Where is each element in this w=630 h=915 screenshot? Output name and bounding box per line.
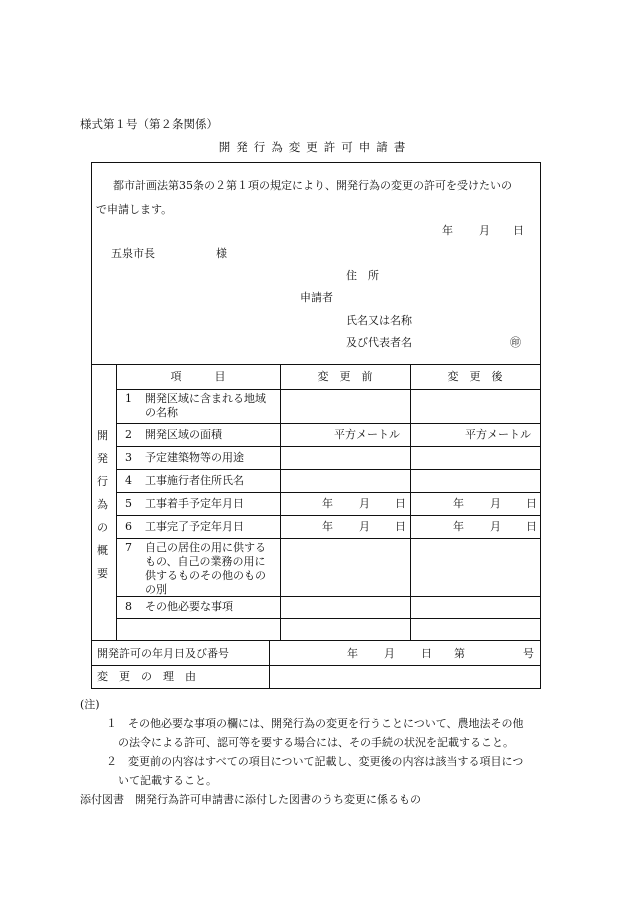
row-2-before-unit: 平方メートル: [334, 428, 400, 441]
summary-side-label-1: 開: [97, 429, 108, 442]
row-5-number: 5: [125, 497, 132, 510]
row-1-label-line-2: の名称: [145, 406, 178, 419]
name-label: 氏名又は名称: [346, 314, 412, 327]
recipient-name: 五泉市長: [111, 247, 155, 260]
row-7-label-line-4: の別: [145, 583, 167, 596]
notes-heading: (注): [80, 698, 100, 711]
attached-documents: 添付図書 開発行為許可申請書に添付した図書のうち変更に係るもの: [80, 793, 421, 806]
row-6-label: 工事完了予定年月日: [145, 520, 244, 533]
header-item: 項 目: [170, 370, 226, 383]
permit-date-number-label: 開発許可の年月日及び番号: [97, 647, 229, 660]
summary-side-label-3: 行: [97, 475, 108, 488]
summary-side-label-6: 概: [97, 544, 108, 557]
row-2-after-unit: 平方メートル: [465, 428, 531, 441]
row-7-label-line-1: 自己の居住の用に供する: [145, 541, 266, 554]
row-6-after-year: 年: [453, 520, 464, 533]
row-7-number: 7: [125, 541, 132, 554]
summary-side-label-5: の: [97, 521, 108, 534]
address-label: 住 所: [346, 269, 379, 282]
row-7-label-line-2: もの、自己の業務の用に: [145, 555, 266, 568]
row-5-before-day: 日: [395, 497, 406, 510]
notes-section: [80, 695, 524, 809]
row-5-before-year: 年: [322, 497, 333, 510]
application-form-frame: [91, 162, 541, 689]
row-6-after-day: 日: [526, 520, 537, 533]
row-4-number: 4: [125, 474, 132, 487]
note-2-line-2: いて記載すること。: [118, 774, 217, 787]
note-1-line-1: １ その他必要な事項の欄には、開発行為の変更を行うことについて、農地法その他: [106, 717, 524, 730]
permit-dai: 第: [454, 647, 465, 660]
date-year-label: 年: [442, 224, 453, 237]
representative-label: 及び代表者名: [346, 336, 412, 349]
note-2-line-1: ２ 変更前の内容はすべての項目について記載し、変更後の内容は該当する項目につ: [106, 755, 524, 768]
change-reason-label: 変 更 の 理 由: [97, 670, 196, 683]
row-5-before-month: 月: [359, 497, 370, 510]
recipient-honorific: 様: [216, 247, 227, 260]
row-8-number: 8: [125, 600, 132, 613]
permit-day: 日: [421, 647, 432, 660]
header-before: 変 更 前: [317, 370, 373, 383]
row-6-before-day: 日: [395, 520, 406, 533]
row-3-label: 予定建築物等の用途: [145, 451, 244, 464]
row-4-label: 工事施行者住所氏名: [145, 474, 244, 487]
applicant-label: 申請者: [300, 291, 333, 304]
intro-text-line-1: 都市計画法第35条の２第１項の規定により、開発行為の変更の許可を受けたいの: [113, 179, 512, 192]
summary-side-label-2: 発: [97, 452, 108, 465]
row-1-number: 1: [125, 392, 132, 405]
intro-text-line-2: で申請します。: [96, 203, 173, 216]
row-8-label: その他必要な事項: [145, 600, 233, 613]
row-2-number: 2: [125, 428, 132, 441]
row-7-label-line-3: 供するものその他のもの: [145, 569, 266, 582]
form-number-label: 様式第１号（第２条関係）: [80, 117, 218, 131]
permit-year: 年: [347, 647, 358, 660]
row-6-before-year: 年: [322, 520, 333, 533]
row-5-after-year: 年: [453, 497, 464, 510]
row-6-number: 6: [125, 520, 132, 533]
row-5-after-month: 月: [490, 497, 501, 510]
summary-side-label-7: 要: [97, 567, 108, 580]
permit-month: 月: [384, 647, 395, 660]
summary-side-label-4: 為: [97, 498, 108, 511]
date-month-label: 月: [479, 224, 490, 237]
row-3-number: 3: [125, 451, 132, 464]
seal-mark: ㊞: [510, 336, 521, 349]
permit-go: 号: [523, 647, 534, 660]
row-1-label-line-1: 開発区域に含まれる地域: [145, 392, 266, 405]
row-5-label: 工事着手予定年月日: [145, 497, 244, 510]
document-title: 開発行為変更許可申請書: [218, 140, 412, 154]
row-6-after-month: 月: [490, 520, 501, 533]
row-5-after-day: 日: [526, 497, 537, 510]
row-2-label: 開発区域の面積: [145, 428, 222, 441]
row-6-before-month: 月: [359, 520, 370, 533]
date-day-label: 日: [513, 224, 524, 237]
header-after: 変 更 後: [447, 370, 503, 383]
note-1-line-2: の法令による許可、認可等を要する場合には、その手続の状況を記載すること。: [118, 736, 514, 749]
